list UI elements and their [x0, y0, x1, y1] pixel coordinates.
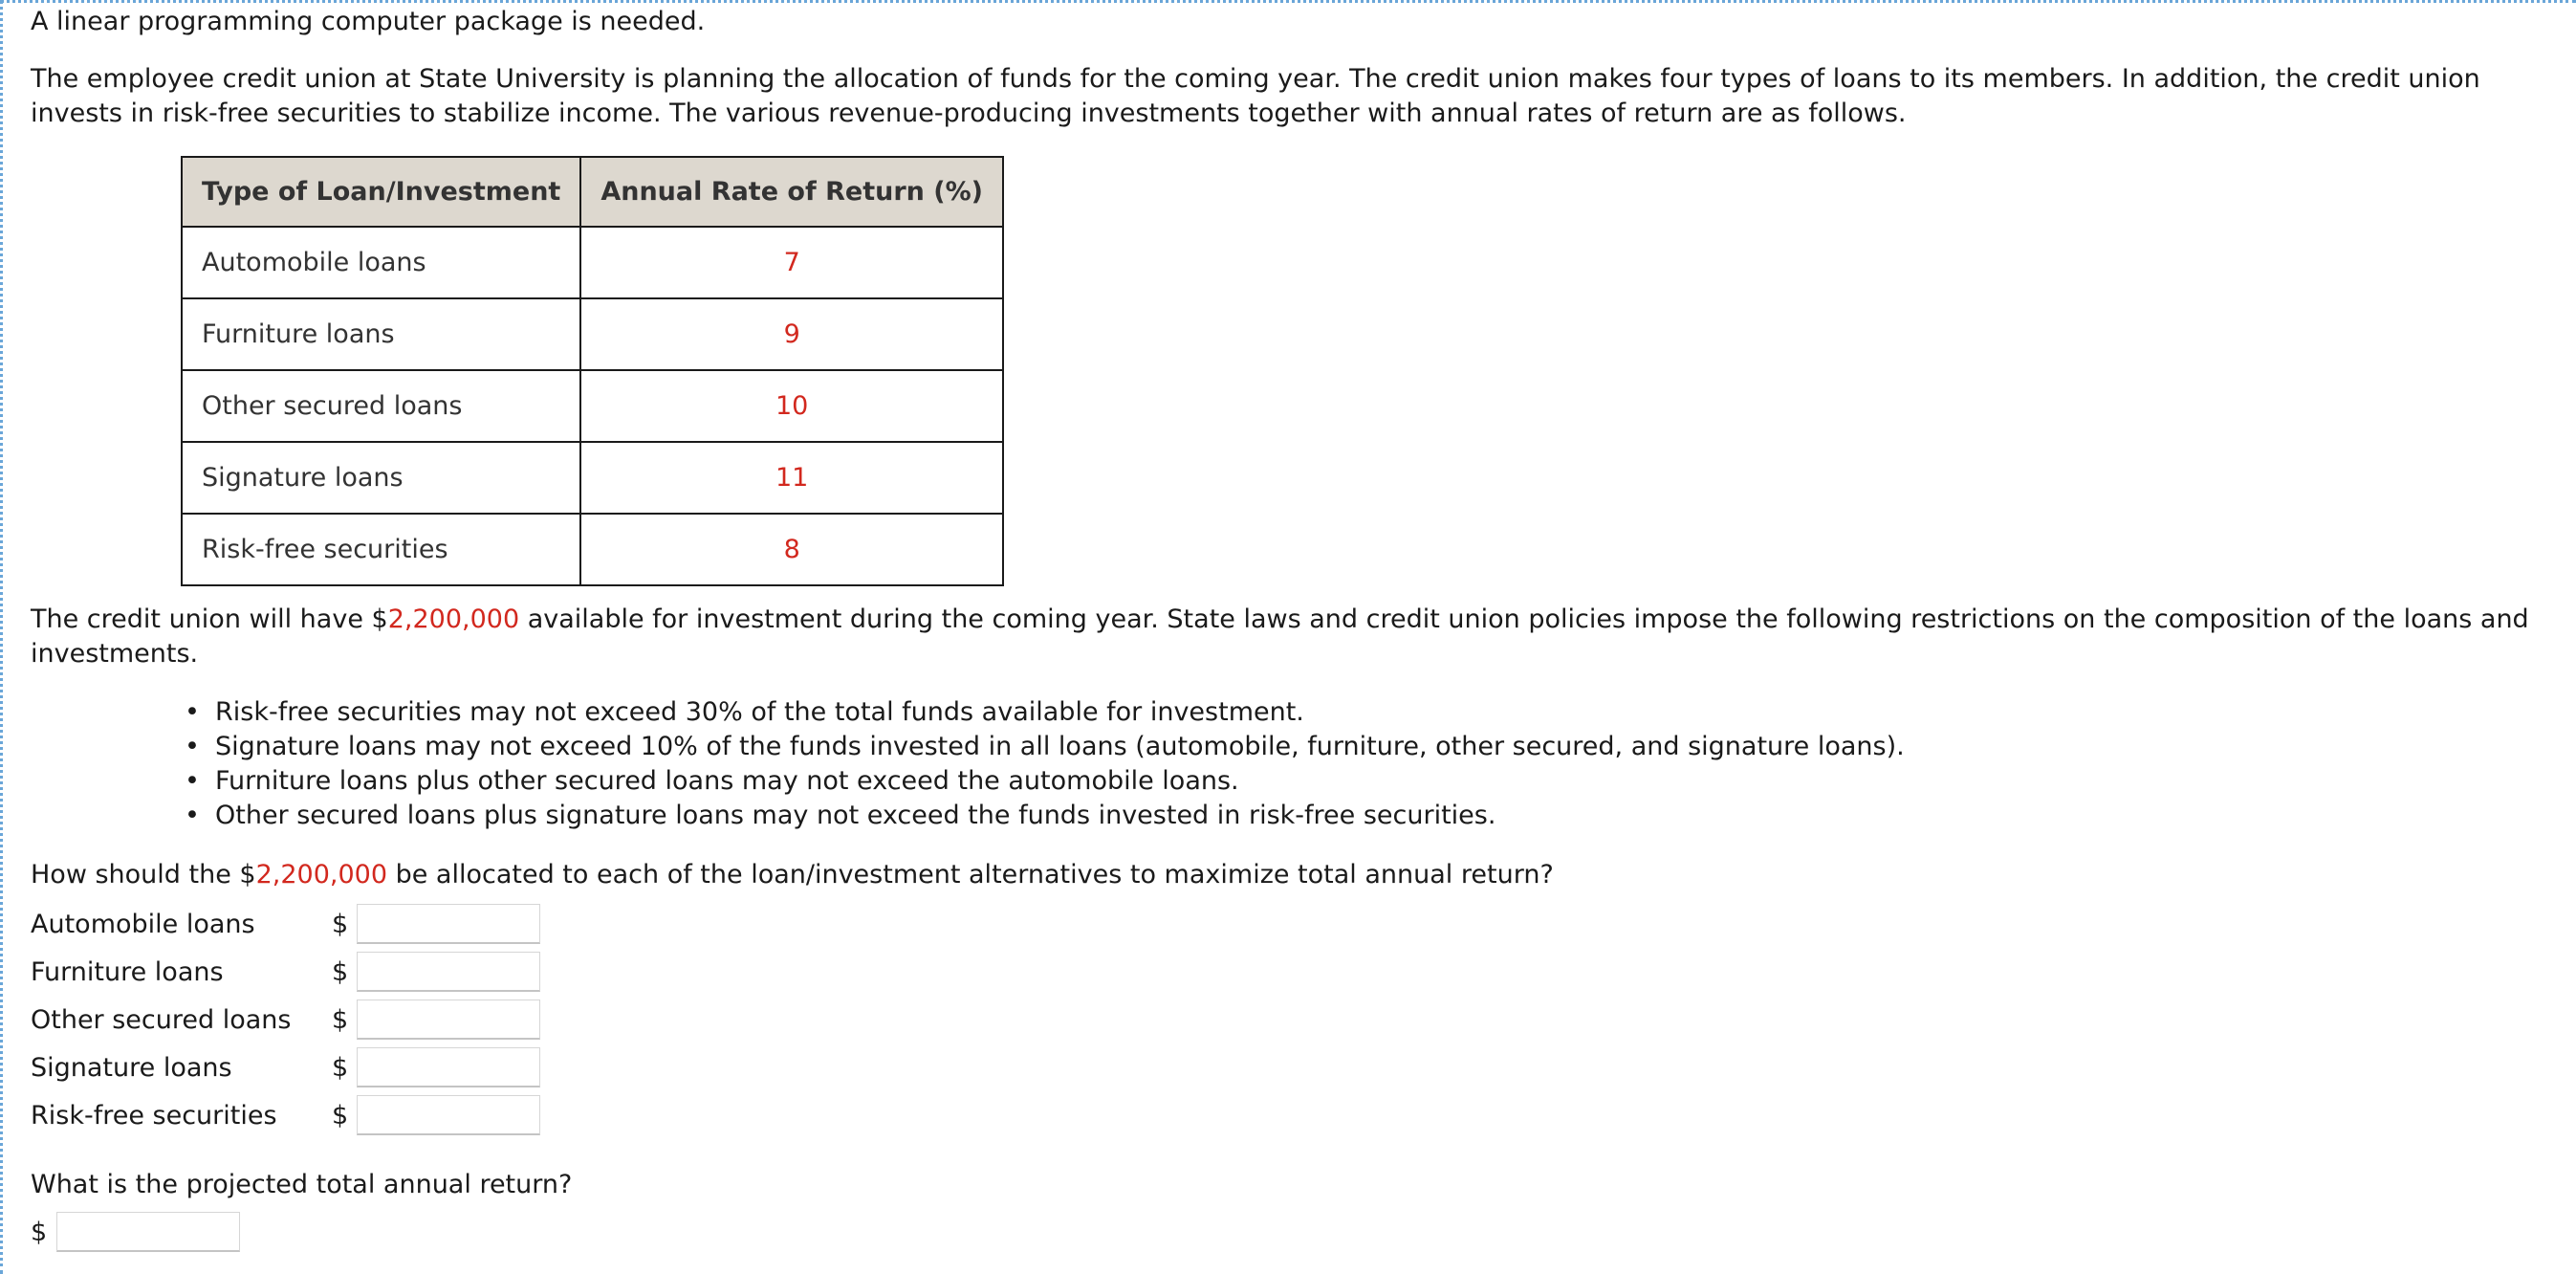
furniture-loans-input[interactable] — [357, 952, 540, 992]
list-item — [185, 695, 1905, 730]
funds-paragraph — [31, 603, 2545, 671]
table-row — [182, 442, 1003, 514]
bullet-glyph: • — [185, 732, 200, 761]
row-rate-furniture: 9 — [580, 298, 1003, 370]
question-text-before: How should the $ — [31, 860, 256, 890]
currency-symbol: $ — [332, 1005, 349, 1035]
list-item — [185, 730, 1905, 764]
currency-symbol: $ — [332, 1101, 349, 1131]
problem-description: The employee credit union at State University is planning the allocation of funds for the coming year. The credit union makes four types of loans to its members. In addition, the credit union invests in risk-free securities to stabilize income. The various revenue-producing investments together with annual rates of return are as follows. — [31, 64, 2480, 128]
row-type-furniture: Furniture loans — [182, 298, 580, 370]
total-return-question: What is the projected total annual return? — [31, 1170, 573, 1199]
answer-label: Automobile loans — [31, 910, 255, 939]
list-item — [185, 764, 1905, 799]
answer-label: Other secured loans — [31, 1005, 292, 1035]
currency-symbol: $ — [31, 1218, 48, 1247]
restriction-text: Risk-free securities may not exceed 30% of the total funds available for investment. — [215, 697, 1304, 727]
header-rate: Annual Rate of Return (%) — [580, 157, 1003, 227]
answer-label: Signature loans — [31, 1053, 232, 1083]
funds-text-after: available for investment during the coming year. State laws and credit union policies impose the following restrictions on the composition of the loans and investments. — [31, 604, 2529, 669]
row-rate-other-secured: 10 — [580, 370, 1003, 442]
restrictions-list — [185, 695, 1905, 833]
allocation-question — [31, 858, 1554, 892]
signature-loans-input[interactable] — [357, 1047, 540, 1087]
answer-label: Furniture loans — [31, 957, 224, 987]
table-row — [182, 370, 1003, 442]
restriction-text: Furniture loans plus other secured loans may not exceed the automobile loans. — [215, 766, 1239, 796]
row-type-other-secured: Other secured loans — [182, 370, 580, 442]
row-rate-risk-free: 8 — [580, 514, 1003, 585]
bullet-glyph: • — [185, 801, 200, 830]
total-return-input[interactable] — [56, 1212, 240, 1252]
currency-symbol: $ — [332, 1053, 349, 1083]
row-rate-signature: 11 — [580, 442, 1003, 514]
automobile-loans-input[interactable] — [357, 904, 540, 944]
restriction-text: Other secured loans plus signature loans may not exceed the funds invested in risk-free securities. — [215, 801, 1496, 830]
answer-label: Risk-free securities — [31, 1101, 277, 1131]
question-amount: 2,200,000 — [255, 860, 388, 890]
table-header-row — [182, 157, 1003, 227]
row-type-automobile: Automobile loans — [182, 227, 580, 298]
rates-table — [181, 156, 1004, 586]
intro-note: A linear programming computer package is needed. — [31, 7, 706, 36]
list-item — [185, 799, 1905, 833]
table-row — [182, 514, 1003, 585]
risk-free-securities-input[interactable] — [357, 1095, 540, 1135]
row-type-signature: Signature loans — [182, 442, 580, 514]
bullet-glyph: • — [185, 766, 200, 796]
total-return-row — [31, 1212, 317, 1256]
currency-symbol: $ — [332, 910, 349, 939]
funds-amount: 2,200,000 — [387, 604, 520, 634]
other-secured-loans-input[interactable] — [357, 999, 540, 1040]
table-row — [182, 298, 1003, 370]
bullet-glyph: • — [185, 697, 200, 727]
question-text-after: be allocated to each of the loan/investment alternatives to maximize total annual return? — [387, 860, 1554, 890]
row-type-risk-free: Risk-free securities — [182, 514, 580, 585]
currency-symbol: $ — [332, 957, 349, 987]
table-row — [182, 227, 1003, 298]
row-rate-automobile: 7 — [580, 227, 1003, 298]
funds-text-before: The credit union will have $ — [31, 604, 388, 634]
header-type: Type of Loan/Investment — [182, 157, 580, 227]
restriction-text: Signature loans may not exceed 10% of the funds invested in all loans (automobile, furniture, other secured, and signature loans). — [215, 732, 1905, 761]
